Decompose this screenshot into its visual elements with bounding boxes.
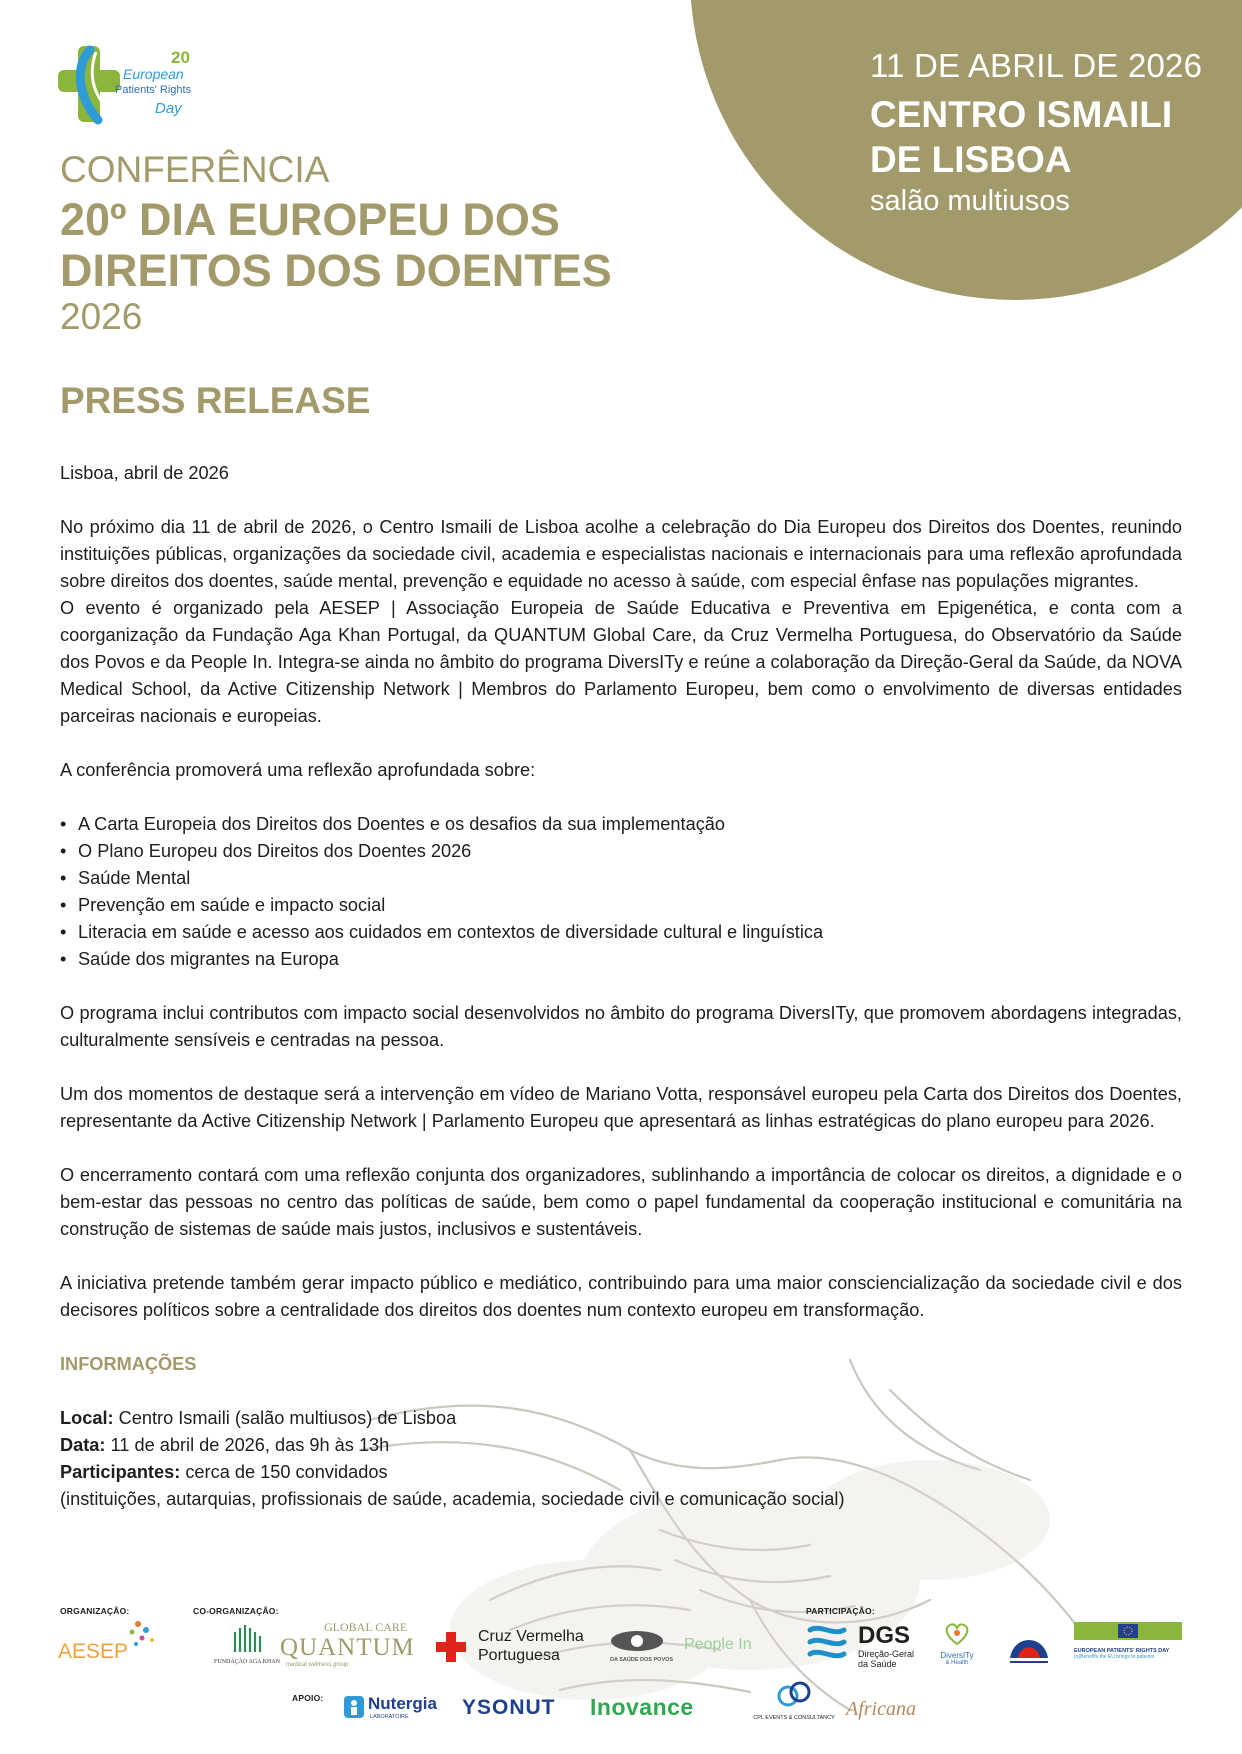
nutergia-icon [344,1696,364,1718]
organizacao-label: ORGANIZAÇÃO: [60,1606,130,1616]
badge-date: 11 DE ABRIL DE 2026 [870,47,1203,84]
epr-day-logo [1074,1622,1184,1670]
cruz-line2: Portuguesa [478,1647,560,1664]
list-item: • Saúde Mental [60,865,1182,892]
info-date [60,1432,1182,1459]
aga-khan-emblem-icon [229,1622,265,1654]
badge-room: salão multiusos [870,185,1070,217]
africana-logo [846,1698,916,1721]
nutergia-text: Nutergia [368,1694,437,1713]
quantum-logo [280,1620,415,1670]
cruz-vermelha-logo [436,1626,596,1670]
info-local [60,1405,1182,1432]
info-date-value: 11 de abril de 2026, das 9h às 13h [105,1435,390,1455]
paragraph-6: O encerramento contará com uma reflexão conjunta dos organizadores, sublinhando a importância de colocar os direitos, a dignidade e o bem-estar das pessoas no centro das políticas de saúde, bem como o papel fundamental da cooperação institucional e comunitária na construção de sistemas de saúde mais justos, inclusivos e sustentáveis. [60,1165,1182,1239]
info-participants-label: Participantes: [60,1462,181,1482]
title-year: 2026 [60,296,143,337]
diversity-logo [932,1622,982,1672]
badge-venue-line1: CENTRO ISMAILI [870,94,1173,135]
press-release-body [60,460,1182,1513]
badge-venue-line2: DE LISBOA [870,139,1072,180]
active-citizenship-logo [1006,1624,1052,1666]
observatorio-logo [610,1630,674,1670]
list-item: • Prevenção em saúde e impacto social [60,892,1182,919]
logo-line1: European [123,66,184,82]
people-in-logo: People In [684,1636,752,1653]
observatorio-text: DA SAÚDE DOS POVOS [610,1657,674,1663]
list-item: • A Carta Europeia dos Direitos dos Doentes e os desafios da sua implementação [60,811,1182,838]
list-item: • Saúde dos migrantes na Europa [60,946,1182,973]
dateline: Lisboa, abril de 2026 [60,463,229,483]
dgs-waves-icon [806,1622,848,1666]
dgs-sub1: Direção-Geral [858,1649,915,1659]
epr-line1: EUROPEAN PATIENTS' RIGHTS DAY [1074,1648,1170,1654]
info-participants-value: cerca de 150 convidados [180,1462,388,1482]
logo-number: 20 [171,48,190,67]
aga-khan-text: FUNDAÇÃO AGA KHAN [213,1659,280,1665]
info-heading: INFORMAÇÕES [60,1354,197,1374]
diversity-sub: & Health [945,1660,969,1666]
event-badge [870,46,1202,218]
event-logo [58,44,208,126]
eu-flag-banner-icon [1074,1622,1182,1640]
list-item: • Literacia em saúde e acesso aos cuidados em contextos de diversidade cultural e linguística [60,919,1182,946]
paragraph-3: A conferência promoverá uma reflexão aprofundada sobre: [60,760,536,780]
cruz-line1: Cruz Vermelha [478,1628,584,1645]
paragraph-7: A iniciativa pretende também gerar impacto público e mediático, contribuindo para uma maior consciencialização da sociedade civil e dos decisores políticos sobre a centralidade dos direitos dos doentes num contexto europeu em transformação. [60,1273,1182,1320]
inovance-logo [590,1694,694,1721]
active-citizenship-icon [1006,1624,1052,1666]
observatorio-icon [610,1630,664,1652]
press-release-heading: PRESS RELEASE [60,380,371,421]
paragraph-1: No próximo dia 11 de abril de 2026, o Centro Ismaili de Lisboa acolhe a celebração do Dia Europeu dos Direitos dos Doentes, reunindo instituições públicas, organizações da sociedade civil, academia e especialistas nacionais e internacionais para uma reflexão aprofundada sobre direitos dos doentes, saúde mental, prevenção e equidade no acesso à saúde, com especial ênfase nas populações migrantes. [60,517,1182,591]
cpl-text: CPL EVENTS & CONSULTANCY [753,1715,835,1721]
paragraph-5: Um dos momentos de destaque será a intervenção em vídeo de Mariano Votta, responsável europeu pela Carta dos Direitos dos Doentes, representante da Active Citizenship Network | Parlamento Europeu que apresentará as linhas estratégicas do plano europeu para 2026. [60,1084,1182,1131]
nutergia-logo [344,1694,450,1724]
nutergia-sub: LABORATOIRE [370,1714,409,1720]
diversity-heart-icon [944,1622,970,1646]
dgs-text: DGS [858,1622,911,1649]
dgs-logo [806,1622,926,1672]
diversity-text: DiversITy [940,1651,974,1660]
ysonut-text: YSONUT [462,1696,556,1719]
africana-text: Africana [846,1698,916,1720]
paragraph-4: O programa inclui contributos com impacto social desenvolvidos no âmbito do programa DiversITy, que promovem abordagens integradas, culturalmente sensíveis e centradas na pessoa. [60,1003,1182,1050]
inovance-text: Inovance [590,1694,694,1720]
aesep-logo [58,1616,158,1666]
apoio-label: APOIO: [292,1693,324,1703]
list-item: • O Plano Europeu dos Direitos dos Doentes 2026 [60,838,1182,865]
red-cross-icon [436,1632,466,1662]
quantum-text: QUANTUM [280,1634,415,1661]
info-local-label: Local: [60,1408,114,1428]
participacao-label: PARTICIPAÇÃO: [806,1606,875,1616]
main-title-line1: 20º DIA EUROPEU DOS [60,194,560,245]
quantum-sub-text: medical wellness group [286,1662,349,1668]
info-participants-detail: (instituições, autarquias, profissionais de saúde, academia, sociedade civil e comunicação social) [60,1489,845,1509]
info-local-value: Centro Ismaili (salão multiusos) de Lisboa [113,1408,457,1428]
coorganizacao-label: CO-ORGANIZAÇÃO: [193,1606,279,1616]
cpl-logo [752,1680,836,1724]
logo-line2: Patients' Rights [115,84,192,96]
conference-label: CONFERÊNCIA [60,149,330,190]
info-date-label: Data: [60,1435,106,1455]
paragraph-2: O evento é organizado pela AESEP | Associação Europeia de Saúde Educativa e Preventiva em Epigenética, e conta com a coorganização da Fundação Aga Khan Portugal, da QUANTUM Global Care, da Cruz Vermelha Portuguesa, do Observatório da Saúde dos Povos e da People In. Integra-se ainda no âmbito do programa DiversITy e reúne a colaboração da Direção-Geral da Saúde, da NOVA Medical School, da Active Citizenship Network | Membros do Parlamento Europeu, bem como o envolvimento de diversas entidades parceiras nacionais e europeias. [60,598,1182,726]
cpl-rings-icon [776,1680,812,1710]
logo-line3: Day [155,100,182,117]
title-block [60,150,612,338]
main-title-line2: DIREITOS DOS DOENTES [60,245,612,296]
epr-line2: (o)Benefits the EU brings to patients [1074,1654,1155,1660]
dgs-sub2: da Saúde [858,1659,897,1669]
info-participants [60,1459,1182,1486]
ysonut-logo [462,1696,556,1720]
aesep-text: AESEP [58,1640,129,1663]
aga-khan-logo [212,1622,282,1670]
quantum-top-text: GLOBAL CARE [324,1620,408,1634]
topics-list [60,811,1182,973]
